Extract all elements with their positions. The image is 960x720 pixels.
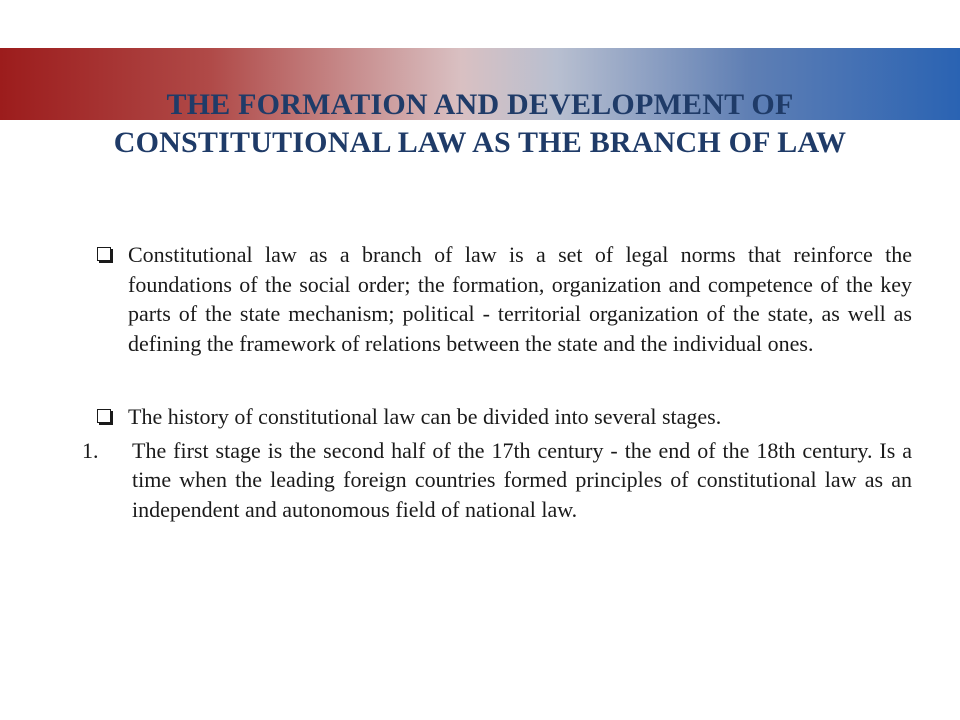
numbered-item-number: 1. bbox=[82, 437, 99, 463]
bullet-text: Constitutional law as a branch of law is a set of legal norms that reinforce the foundations of the social order; the formation, organization and competence of the key parts of the state mechanism; political - territorial organization of the state, as well as defining the framework of relations between the state and the individual ones. bbox=[128, 242, 912, 356]
slide-title bbox=[0, 86, 960, 162]
checkbox-bullet-icon bbox=[97, 247, 111, 261]
slide-body bbox=[82, 240, 912, 524]
bullet-item bbox=[96, 402, 912, 432]
numbered-item bbox=[82, 436, 912, 525]
checkbox-bullet-icon bbox=[97, 409, 111, 423]
numbered-item-text: The first stage is the second half of the 17th century - the end of the 18th century. Is a time when the leading foreign countries formed principles of constitutional law as an independent and autonomous field of national law. bbox=[132, 437, 912, 522]
bullet-text: The history of constitutional law can be divided into several stages. bbox=[128, 404, 722, 429]
slide-title-line-1: THE FORMATION AND DEVELOPMENT OF bbox=[166, 88, 794, 121]
slide-title-line-2: CONSTITUTIONAL LAW AS THE BRANCH OF LAW bbox=[113, 126, 847, 159]
bullet-item bbox=[96, 240, 912, 358]
